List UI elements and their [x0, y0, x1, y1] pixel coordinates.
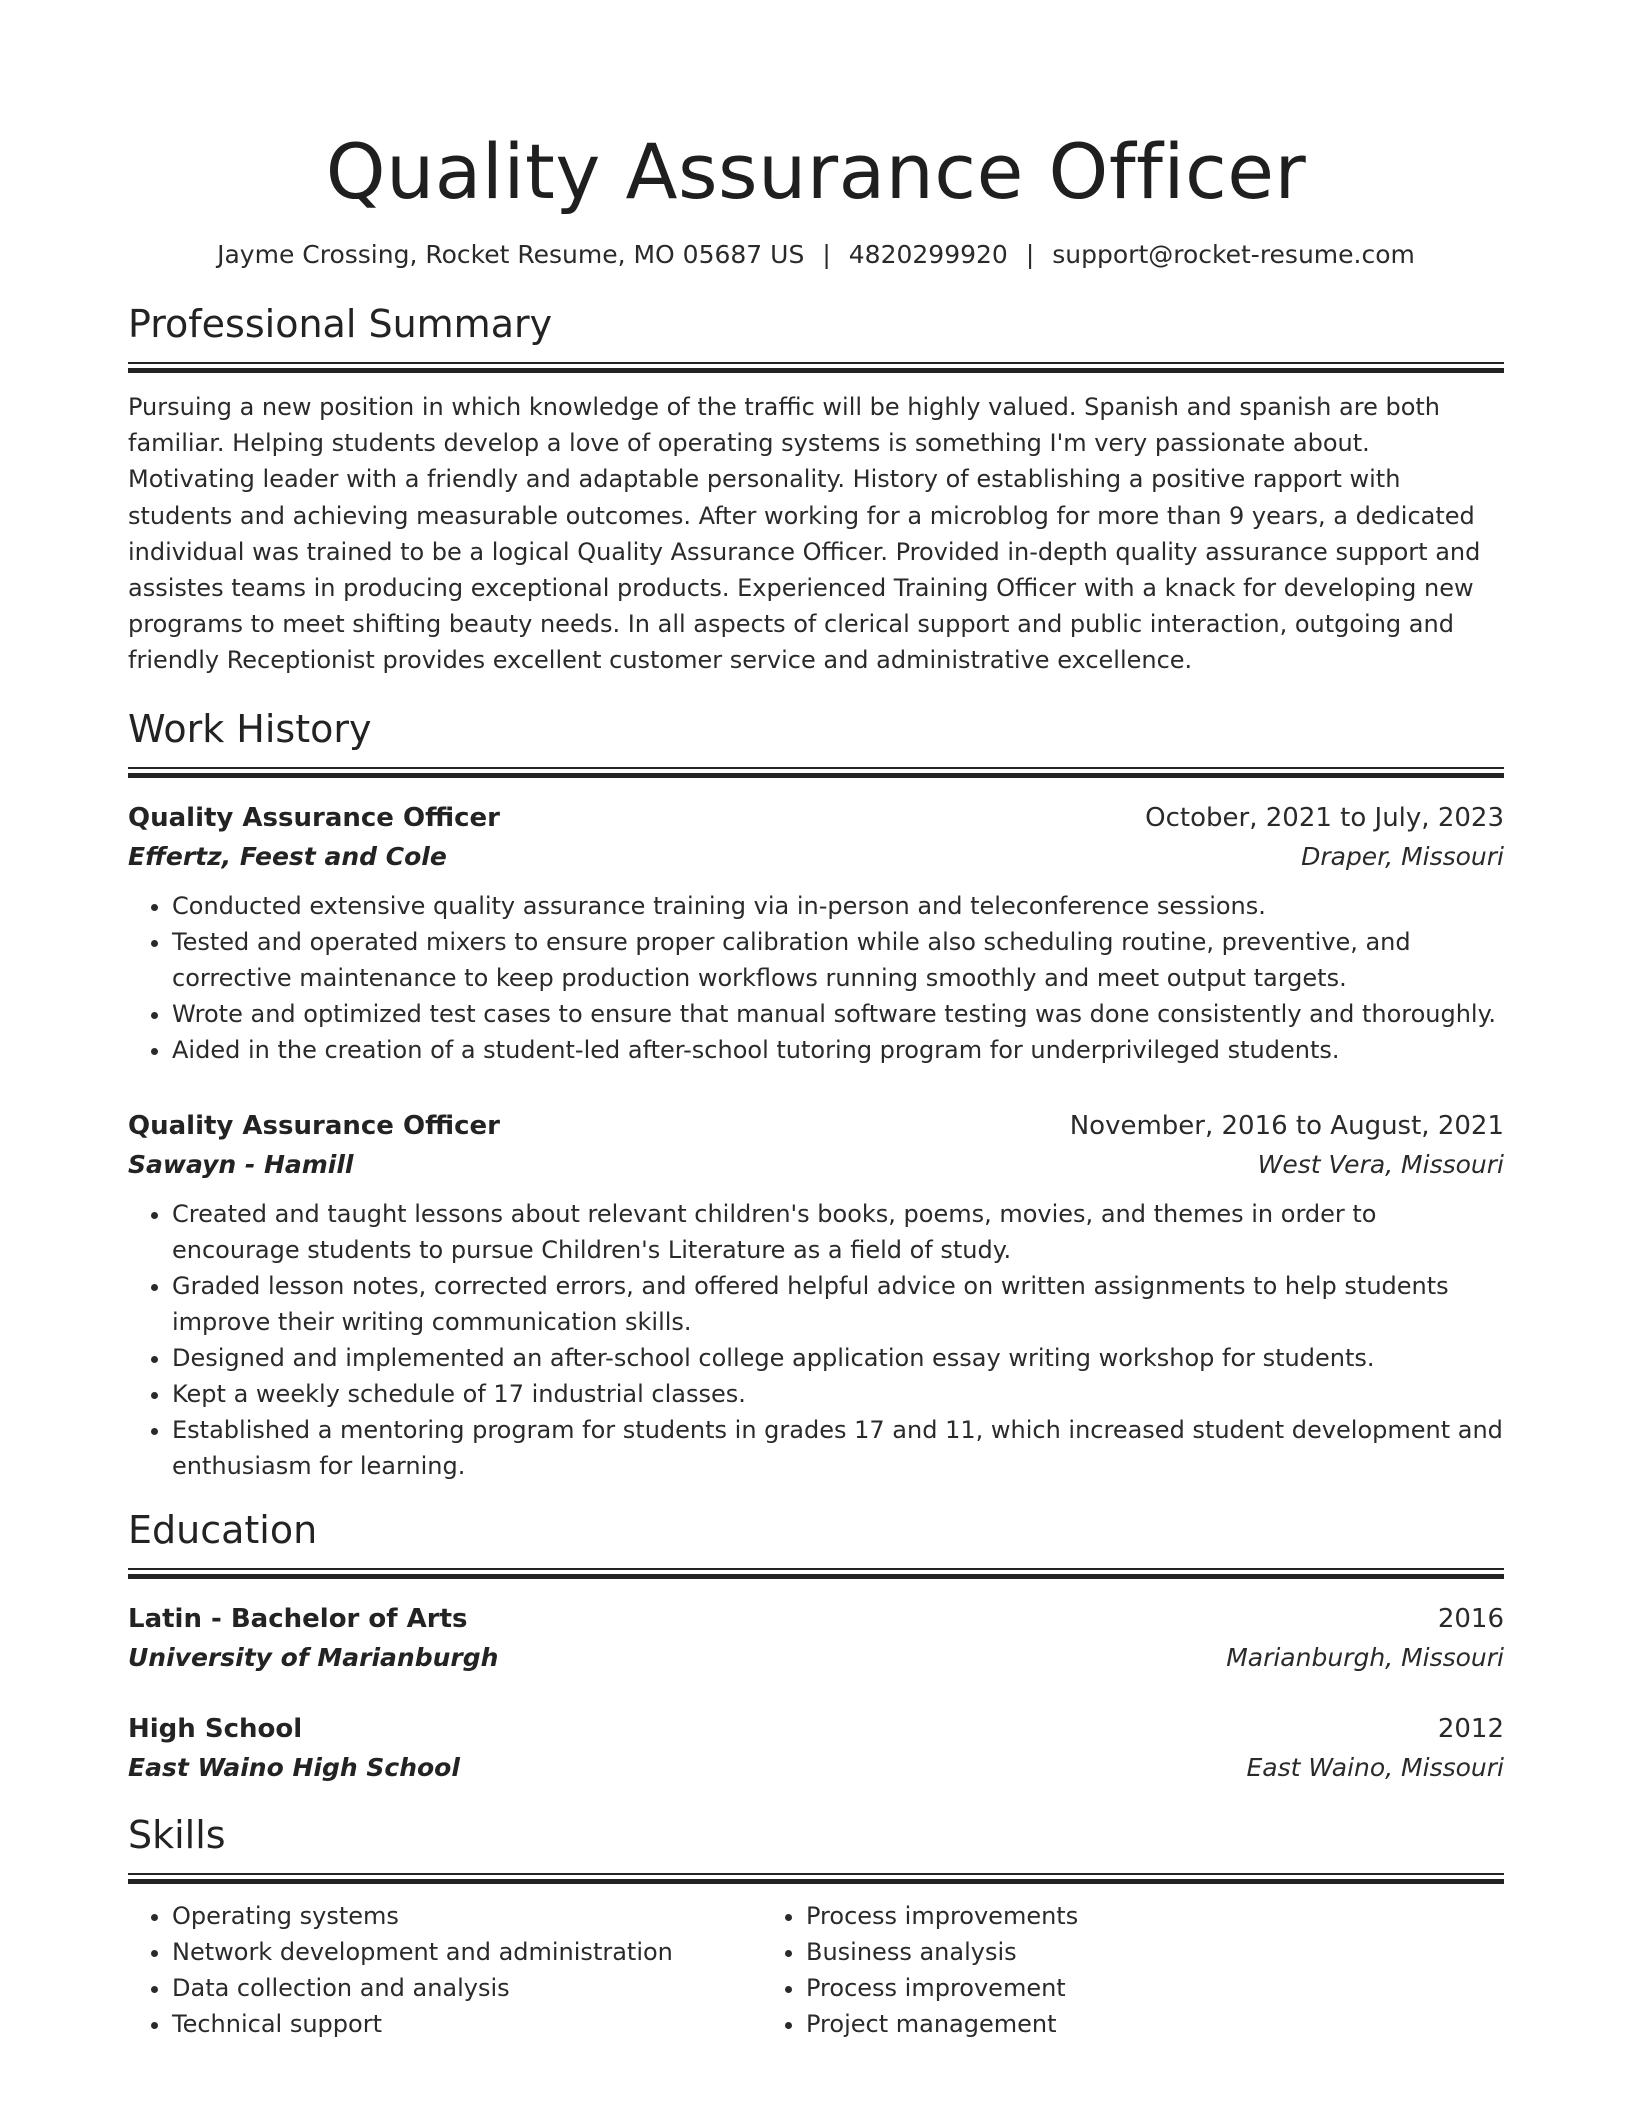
job-title: Quality Assurance Officer: [128, 1110, 500, 1141]
section-divider: [128, 767, 1504, 778]
job-location: West Vera, Missouri: [1257, 1149, 1504, 1179]
education-entry: [128, 1599, 1504, 1677]
job-bullet: • Created and taught lessons about relevant children's books, poems, movies, and themes in order to encourage students to pursue Children's Literature as a field of study.: [172, 1196, 1504, 1268]
section-divider: [128, 1568, 1504, 1579]
job-bullet: • Established a mentoring program for students in grades 17 and 11, which increased student development and enthusiasm for learning.: [172, 1412, 1504, 1484]
job-company: Effertz, Feest and Cole: [128, 841, 447, 871]
job-title: Quality Assurance Officer: [128, 802, 500, 833]
job-bullet: • Kept a weekly schedule of 17 industrial classes.: [172, 1376, 1504, 1412]
school-location: Marianburgh, Missouri: [1226, 1642, 1504, 1672]
skills-column-left: [128, 1898, 762, 2042]
graduation-year: 2012: [1437, 1713, 1504, 1744]
resume-page: [128, 0, 1504, 2042]
job-bullets: [128, 888, 1504, 1068]
skill-item: • Business analysis: [806, 1934, 1462, 1970]
job-bullet: • Graded lesson notes, corrected errors, and offered helpful advice on written assignments to help students improve their writing communication skills.: [172, 1268, 1504, 1340]
school-location: East Waino, Missouri: [1246, 1752, 1504, 1782]
skill-item: • Data collection and analysis: [172, 1970, 762, 2006]
job-bullet: • Wrote and optimized test cases to ensure that manual software testing was done consistently and thoroughly.: [172, 996, 1504, 1032]
contact-address: Jayme Crossing, Rocket Resume, MO 05687 US: [217, 240, 805, 269]
skills-columns: [128, 1898, 1504, 2042]
section-professional-summary: [128, 300, 1504, 679]
job-entry: [128, 798, 1504, 1068]
job-bullet: • Tested and operated mixers to ensure proper calibration while also scheduling routine, preventive, and corrective maintenance to keep production workflows running smoothly and meet output targets.: [172, 924, 1504, 996]
job-dates: October, 2021 to July, 2023: [1145, 802, 1504, 833]
contact-separator: |: [822, 240, 831, 269]
skills-column-right: [762, 1898, 1462, 2042]
school-name: University of Marianburgh: [128, 1642, 499, 1672]
job-entry: [128, 1106, 1504, 1484]
section-education: [128, 1506, 1504, 1787]
section-heading: Skills: [128, 1812, 226, 1857]
section-work-history: [128, 705, 1504, 1484]
skill-item: • Project management: [806, 2006, 1462, 2042]
job-bullets: [128, 1196, 1504, 1484]
job-dates: November, 2016 to August, 2021: [1069, 1110, 1504, 1141]
summary-text: Pursuing a new position in which knowledge of the traffic will be highly valued. Spanish and spanish are both familiar. Helping students develop a love of operating systems is something I'm very passionate about. Motivating leader with a friendly and adaptable personality. History of establishing a positive rapport with students and achieving measurable outcomes. After working for a microblog for more than 9 years, a dedicated individual was trained to be a logical Quality Assurance Officer. Provided in-depth quality assurance support and assistes teams in producing exceptional products. Experienced Training Officer with a knack for developing new programs to meet shifting beauty needs. In all aspects of clerical support and public interaction, outgoing and friendly Receptionist provides excellent customer service and administrative excellence.: [128, 393, 1481, 675]
section-heading: Professional Summary: [128, 302, 553, 346]
job-bullet: • Designed and implemented an after-school college application essay writing workshop for students.: [172, 1340, 1504, 1376]
contact-separator: |: [1025, 240, 1035, 269]
degree: Latin - Bachelor of Arts: [128, 1603, 468, 1634]
section-heading: Education: [128, 1507, 318, 1552]
section-divider: [128, 362, 1504, 373]
skill-item: • Process improvement: [806, 1970, 1462, 2006]
section-heading: Work History: [128, 706, 372, 751]
job-bullet: • Conducted extensive quality assurance training via in-person and teleconference sessions.: [172, 888, 1504, 924]
section-divider: [128, 1873, 1504, 1884]
contact-phone: 4820299920: [848, 240, 1008, 269]
job-location: Draper, Missouri: [1301, 841, 1504, 871]
degree: High School: [128, 1713, 303, 1744]
job-bullet: • Aided in the creation of a student-led after-school tutoring program for underprivileged students.: [172, 1032, 1504, 1068]
skill-item: • Process improvements: [806, 1898, 1462, 1934]
contact-line: [128, 238, 1504, 272]
graduation-year: 2016: [1437, 1603, 1504, 1634]
section-skills: [128, 1811, 1504, 2042]
skill-item: • Operating systems: [172, 1898, 762, 1934]
skill-item: • Technical support: [172, 2006, 762, 2042]
skill-item: • Network development and administration: [172, 1934, 762, 1970]
school-name: East Waino High School: [128, 1752, 460, 1782]
contact-email: support@rocket-resume.com: [1052, 240, 1415, 269]
education-entry: [128, 1709, 1504, 1787]
job-company: Sawayn - Hamill: [128, 1149, 354, 1179]
resume-title: Quality Assurance Officer: [325, 127, 1307, 216]
